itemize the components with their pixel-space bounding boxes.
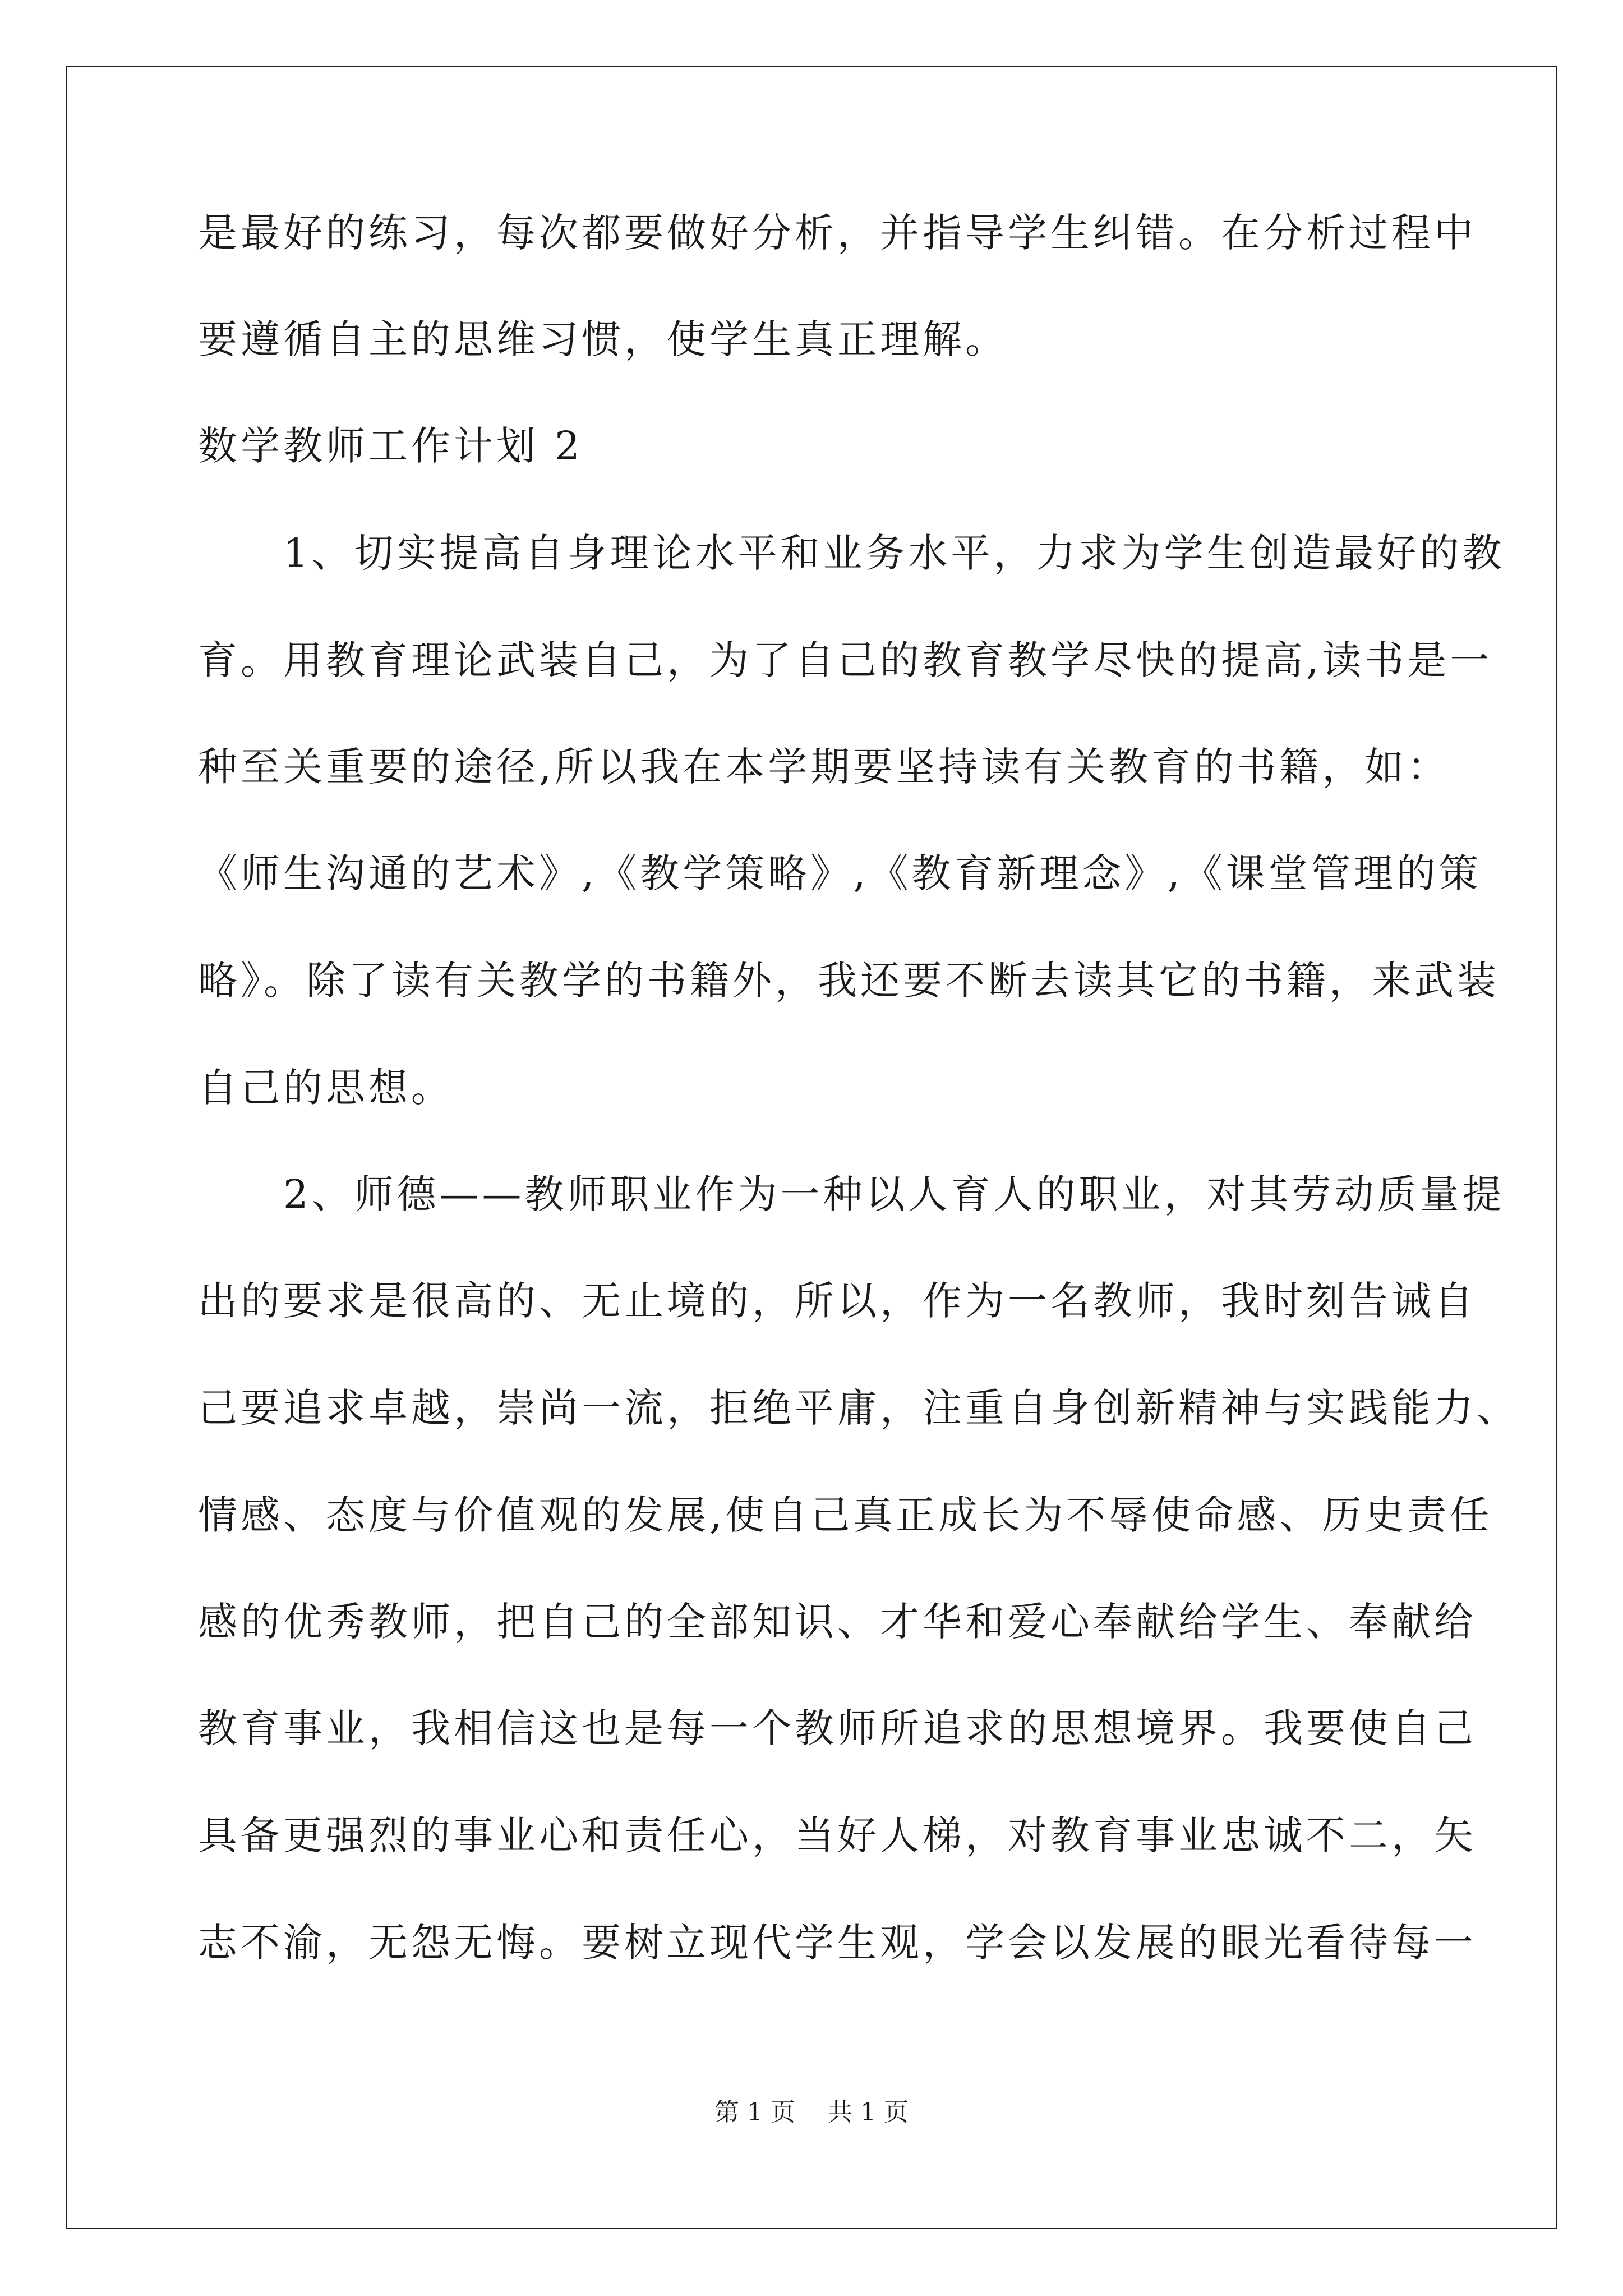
text-line: 教育事业，我相信这也是每一个教师所追求的思想境界。我要使自己 <box>198 1705 1477 1751</box>
text-line: 育。用教育理论武装自己，为了自己的教育教学尽快的提高,读书是一 <box>198 637 1493 683</box>
text-line: 要遵循自主的思维习惯，使学生真正理解。 <box>198 316 1008 362</box>
text-line: 《师生沟通的艺术》,《教学策略》,《教育新理念》,《课堂管理的策 <box>198 850 1482 896</box>
text-line: 情感、态度与价值观的发展,使自己真正成长为不辱使命感、历史责任 <box>198 1492 1493 1538</box>
text-line: 自己的思想。 <box>198 1065 454 1111</box>
page-footer: 第 1 页 共 1 页 <box>714 2098 909 2127</box>
text-line: 是最好的练习，每次都要做好分析，并指导学生纠错。在分析过程中 <box>198 210 1477 256</box>
section-heading: 数学教师工作计划 2 <box>198 423 583 469</box>
text-line: 出的要求是很高的、无止境的，所以，作为一名教师，我时刻告诫自 <box>198 1278 1477 1324</box>
text-line: 具备更强烈的事业心和责任心，当好人梯，对教育事业忠诚不二，矢 <box>198 1812 1477 1858</box>
text-line: 志不渝，无怨无悔。要树立现代学生观，学会以发展的眼光看待每一 <box>198 1920 1477 1966</box>
text-line: 1、切实提高自身理论水平和业务水平，力求为学生创造最好的教 <box>198 530 1505 576</box>
page-border <box>66 66 1557 2229</box>
text-line: 种至关重要的途径,所以我在本学期要坚持读有关教育的书籍，如： <box>198 744 1450 790</box>
text-line: 感的优秀教师，把自己的全部知识、才华和爱心奉献给学生、奉献给 <box>198 1599 1477 1645</box>
text-line: 己要追求卓越，崇尚一流，拒绝平庸，注重自身创新精神与实践能力、 <box>198 1385 1519 1431</box>
text-line: 2、师德——教师职业作为一种以人育人的职业，对其劳动质量提 <box>198 1171 1505 1217</box>
text-line: 略》。除了读有关教学的书籍外，我还要不断去读其它的书籍，来武装 <box>198 958 1500 1004</box>
